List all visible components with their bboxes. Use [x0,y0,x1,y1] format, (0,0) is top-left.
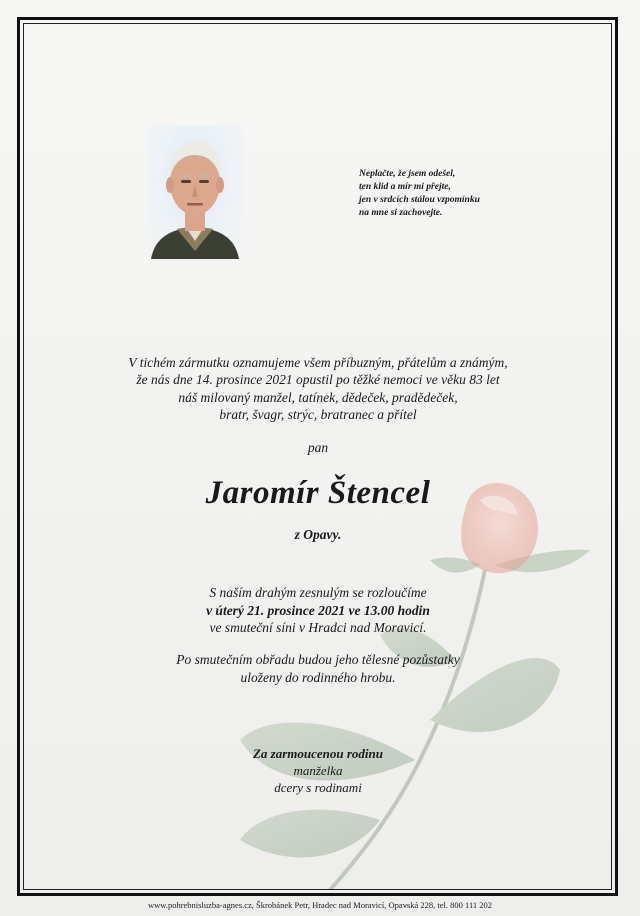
announcement-text [24,354,612,423]
burial-line: Po smutečním obřadu budou jeho tělesné pozůstatky [176,652,460,667]
poem-line: jen v srdcích stálou vzpomínku [359,195,480,205]
family-heading: Za zarmoucenou rodinu [252,746,384,761]
poem-line: ten klid a mír mi přejte, [359,182,451,192]
ceremony-info [24,584,612,637]
funeral-service-footer: www.pohrebnisluzba-agnes.cz, Škrobánek Petr, Hradec nad Moravicí, Opavská 228, tel. 800 111 202 [147,900,493,910]
burial-info [24,651,612,686]
deceased-origin: z Opavy. [294,527,342,542]
burial-line: uloženy do rodinného hrobu. [240,669,396,685]
portrait-icon [147,125,243,259]
deceased-name: Jaromír Štencel [205,475,431,511]
family-member: dcery s rodinami [274,780,362,795]
announcement-line: že nás dne 14. prosince 2021 opustil po těžké nemoci ve věku 83 let [136,372,500,388]
ceremony-datetime: v úterý 21. prosince 2021 ve 13.00 hodin [206,602,430,618]
portrait-photo [147,125,243,259]
ceremony-place: ve smuteční síni v Hradci nad Moravicí. [209,620,427,635]
family-member: manželka [293,763,343,778]
announcement-line: V tichém zármutku oznamujeme všem příbuzným, přátelům a známým, [128,355,508,370]
ceremony-intro: S naším drahým zesnulým se rozloučíme [209,585,427,600]
salutation: pan [307,440,329,455]
poem-line: Neplačte, že jsem odešel, [359,169,456,179]
family-signature [24,745,612,796]
poem-line: na mne si zachovejte. [359,208,443,218]
memorial-poem [359,168,579,220]
announcement-line: bratr, švagr, strýc, bratranec a přítel [219,406,417,422]
announcement-line: náš milovaný manžel, tatínek, dědeček, pradědeček, [178,389,458,405]
